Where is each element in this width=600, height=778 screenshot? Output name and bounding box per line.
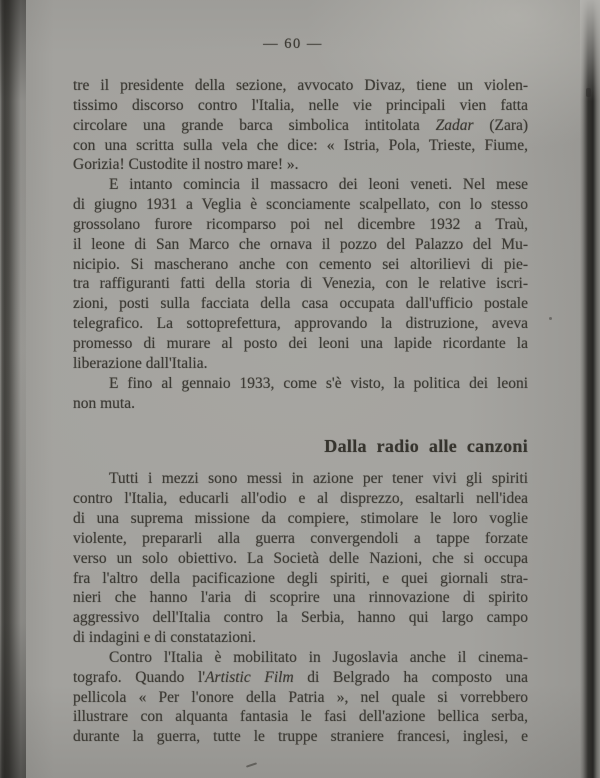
italic-text: Zadar xyxy=(435,116,474,134)
paper-speck xyxy=(549,317,552,320)
text-line: di indagini e di constatazioni. xyxy=(73,629,256,647)
text-line: E fino al gennaio 1933, come s'è visto, la politica dei leoni xyxy=(109,374,528,392)
text-line: verso un solo obiettivo. La Società delle Nazioni, che si occupa xyxy=(73,549,528,567)
book-binding-shadow xyxy=(0,0,26,778)
section-heading: Dalla radio alle canzoni xyxy=(324,436,528,457)
text-line: zioni, posti sulla facciata della casa occupata dall'ufficio postale xyxy=(73,295,528,313)
page-number: — 60 — xyxy=(263,36,323,52)
text-line: il leone di San Marco che ornava il pozzo del Palazzo del Mu- xyxy=(73,235,528,253)
italic-text: Artistic Film xyxy=(205,668,294,686)
text-line: E intanto comincia il massacro dei leoni veneti. Nel mese xyxy=(109,176,528,194)
text-line: non muta. xyxy=(73,394,135,412)
paragraph-2 xyxy=(73,175,528,373)
text-segment: (Zara) xyxy=(489,116,528,134)
paper-speck xyxy=(586,88,591,97)
text-line: nicipio. Si mascherano anche con cemento sei altorilievi di pie- xyxy=(73,255,528,273)
text-line: tissimo discorso contro l'Italia, nelle vie principali vien fatta xyxy=(73,96,528,114)
text-line xyxy=(73,116,528,136)
text-line: contro l'Italia, educarli all'odio e al disprezzo, esaltarli nell'idea xyxy=(73,490,528,508)
text-line: aggressivo dell'Italia contro la Serbia, hanno qui largo campo xyxy=(73,609,528,627)
text-segment: di Belgrado ha composto una xyxy=(307,668,528,686)
page-edge-shadow xyxy=(580,0,600,778)
paragraph-4 xyxy=(73,469,528,648)
text-line: telegrafico. La sottoprefettura, approvando la distruzione, aveva xyxy=(73,315,528,333)
text-line: grossolano furore ricomparso poi nel dicembre 1932 a Traù, xyxy=(73,215,528,233)
text-line: durante la guerra, tutte le truppe straniere francesi, inglesi, e xyxy=(73,728,528,746)
text-line: di una suprema missione da compiere, stimolare le loro voglie xyxy=(73,510,528,528)
text-line: illustrare con alquanta fantasia le fasi dell'azione bellica serba, xyxy=(73,708,528,726)
text-block xyxy=(73,76,528,747)
text-line: Contro l'Italia è mobilitato in Jugoslavia anche il cinema- xyxy=(109,648,528,666)
text-line: pellicola « Per l'onore della Patria », nel quale si vorrebbero xyxy=(73,688,528,706)
text-line: liberazione dall'Italia. xyxy=(73,354,208,372)
paragraph-3 xyxy=(73,374,528,414)
text-line: di giugno 1931 a Veglia è sconciamente scalpellato, con lo stesso xyxy=(73,196,528,214)
paragraph-5 xyxy=(73,648,528,747)
text-line: promesso di murare al posto dei leoni una lapide ricordante la xyxy=(73,334,528,352)
text-line: con una scritta sulla vela che dice: « Istria, Pola, Trieste, Fiume, xyxy=(73,136,528,154)
text-segment: circolare una grande barca simbolica intitolata xyxy=(73,116,420,134)
text-line: violente, prepararli alla guerra convergendoli a tappe forzate xyxy=(73,529,528,547)
text-line: nieri che hanno l'aria di scoprire una rinnovazione di spirito xyxy=(73,589,528,607)
text-line: tra raffiguranti fatti della storia di Venezia, con le relative iscri- xyxy=(73,275,528,293)
text-segment: tografo. Quando l' xyxy=(73,668,206,686)
paragraph-1 xyxy=(73,76,528,175)
text-line: tre il presidente della sezione, avvocato Divaz, tiene un violen- xyxy=(73,77,528,94)
text-line: fra l'altro della pacificazione degli spiriti, e quei giornali stra- xyxy=(73,569,528,587)
text-line: Tutti i mezzi sono messi in azione per tener vivi gli spiriti xyxy=(109,470,528,488)
paper-speck xyxy=(246,762,257,767)
text-line xyxy=(73,668,528,688)
text-line: Gorizia! Custodite il nostro mare! ». xyxy=(73,156,299,174)
